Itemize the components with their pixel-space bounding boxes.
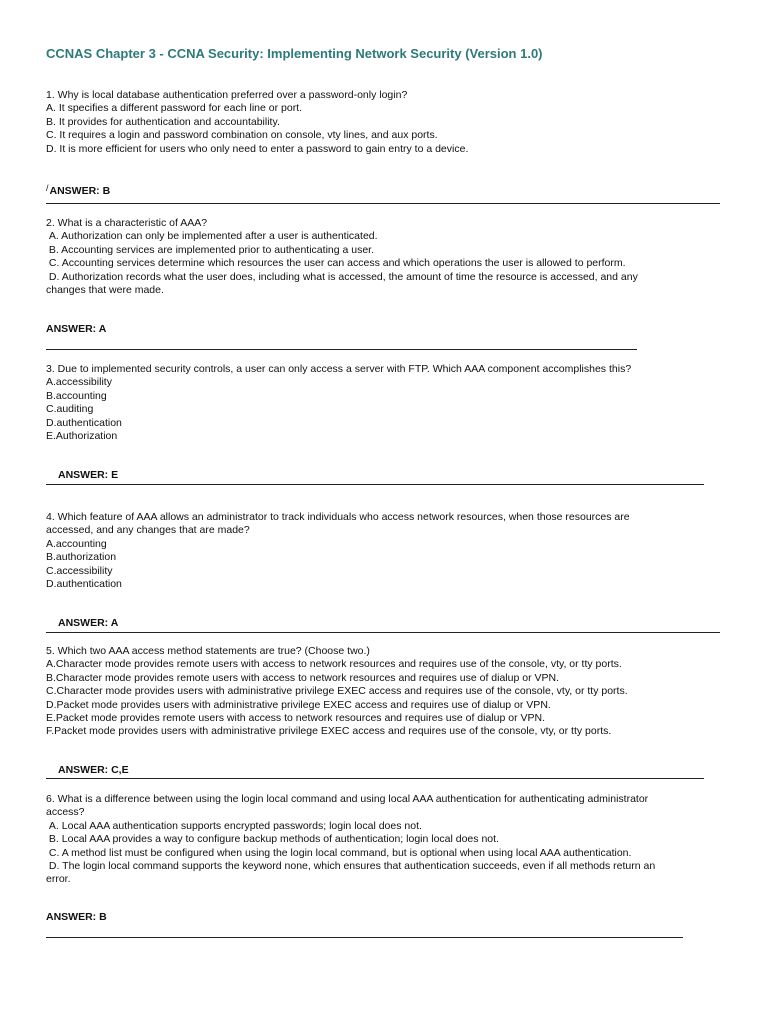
question-1-option-b: B. It provides for authentication and accountability. [46, 115, 280, 128]
question-4-text: 4. Which feature of AAA allows an administrator to track individuals who access network resources, when those resources are [46, 511, 630, 523]
question-5-option-c: C.Character mode provides users with administrative privilege EXEC access and requires use of the console, vty, or tty ports. [46, 685, 628, 698]
question-6-answer: ANSWER: B [46, 911, 107, 923]
question-2-option-a: A. Authorization can only be implemented after a user is authenticated. [46, 230, 378, 243]
question-5-option-a: A.Character mode provides remote users with access to network resources and requires use of the console, vty, or tty ports. [46, 658, 622, 671]
answer-divider-4 [46, 632, 720, 633]
question-1 [46, 89, 726, 156]
question-3-option-c: C.auditing [46, 403, 94, 416]
question-1-text: 1. Why is local database authentication preferred over a password-only login? [46, 89, 408, 101]
question-6-text-cont: access? [46, 806, 85, 819]
question-4-option-d: D.authentication [46, 578, 122, 591]
question-6 [46, 793, 726, 887]
question-1-option-a: A. It specifies a different password for each line or port. [46, 102, 303, 115]
question-3 [46, 363, 726, 443]
question-3-option-b: B.accounting [46, 389, 107, 402]
question-2-option-b: B. Accounting services are implemented prior to authenticating a user. [46, 243, 375, 256]
question-3-option-e: E.Authorization [46, 430, 118, 443]
question-5-option-b: B.Character mode provides remote users with access to network resources and requires use of dialup or VPN. [46, 671, 559, 684]
question-2-answer: ANSWER: A [46, 323, 107, 335]
question-2-option-d-cont: changes that were made. [46, 284, 164, 297]
question-4-answer: ANSWER: A [58, 617, 119, 629]
question-5 [46, 645, 726, 739]
answer-divider-5 [46, 778, 704, 779]
question-4-option-a: A.accounting [46, 537, 107, 550]
question-4-text-cont: accessed, and any changes that are made? [46, 524, 250, 537]
answer-divider-1 [46, 203, 720, 204]
question-1-option-c: C. It requires a login and password combination on console, vty lines, and aux ports. [46, 129, 438, 142]
answer-divider-6 [46, 937, 683, 938]
question-1-answer-text: ANSWER: B [49, 185, 111, 197]
question-2 [46, 217, 726, 297]
question-5-option-d: D.Packet mode provides users with administrative privilege EXEC access and requires use of dialup or VPN. [46, 698, 551, 711]
answer-divider-2 [46, 349, 637, 350]
answer-mark: / [46, 183, 49, 193]
question-4-option-c: C.accessibility [46, 564, 113, 577]
question-3-text: 3. Due to implemented security controls, a user can only access a server with FTP. Which AAA component accomplishes this? [46, 363, 632, 375]
question-6-option-d-cont: error. [46, 873, 71, 886]
question-2-option-c: C. Accounting services determine which resources the user can access and which operations the user is allowed to perform. [46, 257, 626, 270]
question-5-option-e: E.Packet mode provides remote users with access to network resources and requires use of dialup or VPN. [46, 712, 545, 725]
question-4 [46, 511, 726, 591]
question-2-option-d: D. Authorization records what the user does, including what is accessed, the amount of time the resource is accessed, and any [46, 270, 638, 283]
question-3-option-a: A.accessibility [46, 376, 112, 389]
question-5-option-f: F.Packet mode provides users with administrative privilege EXEC access and requires use of the console, vty, or tty ports. [46, 725, 612, 738]
document-title: CCNAS Chapter 3 - CCNA Security: Implementing Network Security (Version 1.0) [46, 46, 543, 61]
question-3-option-d: D.authentication [46, 416, 122, 429]
answer-divider-3 [46, 484, 704, 485]
question-6-option-c: C. A method list must be configured when using the login local command, but is optional when using local AAA authentication. [46, 846, 632, 859]
question-5-text: 5. Which two AAA access method statements are true? (Choose two.) [46, 645, 370, 657]
question-2-text: 2. What is a characteristic of AAA? [46, 217, 208, 229]
question-1-answer [46, 185, 110, 197]
question-4-option-b: B.authorization [46, 551, 117, 564]
question-6-option-d: D. The login local command supports the keyword none, which ensures that authentication succeeds, even if all methods return an [46, 860, 656, 873]
question-6-option-b: B. Local AAA provides a way to configure backup methods of authentication; login local does not. [46, 833, 499, 846]
question-1-option-d: D. It is more efficient for users who only need to enter a password to gain entry to a device. [46, 142, 469, 155]
question-3-answer: ANSWER: E [58, 469, 119, 481]
question-6-text: 6. What is a difference between using the login local command and using local AAA authentication for authenticating administrator [46, 793, 649, 805]
question-6-option-a: A. Local AAA authentication supports encrypted passwords; login local does not. [46, 819, 422, 832]
question-5-answer: ANSWER: C,E [58, 764, 129, 776]
